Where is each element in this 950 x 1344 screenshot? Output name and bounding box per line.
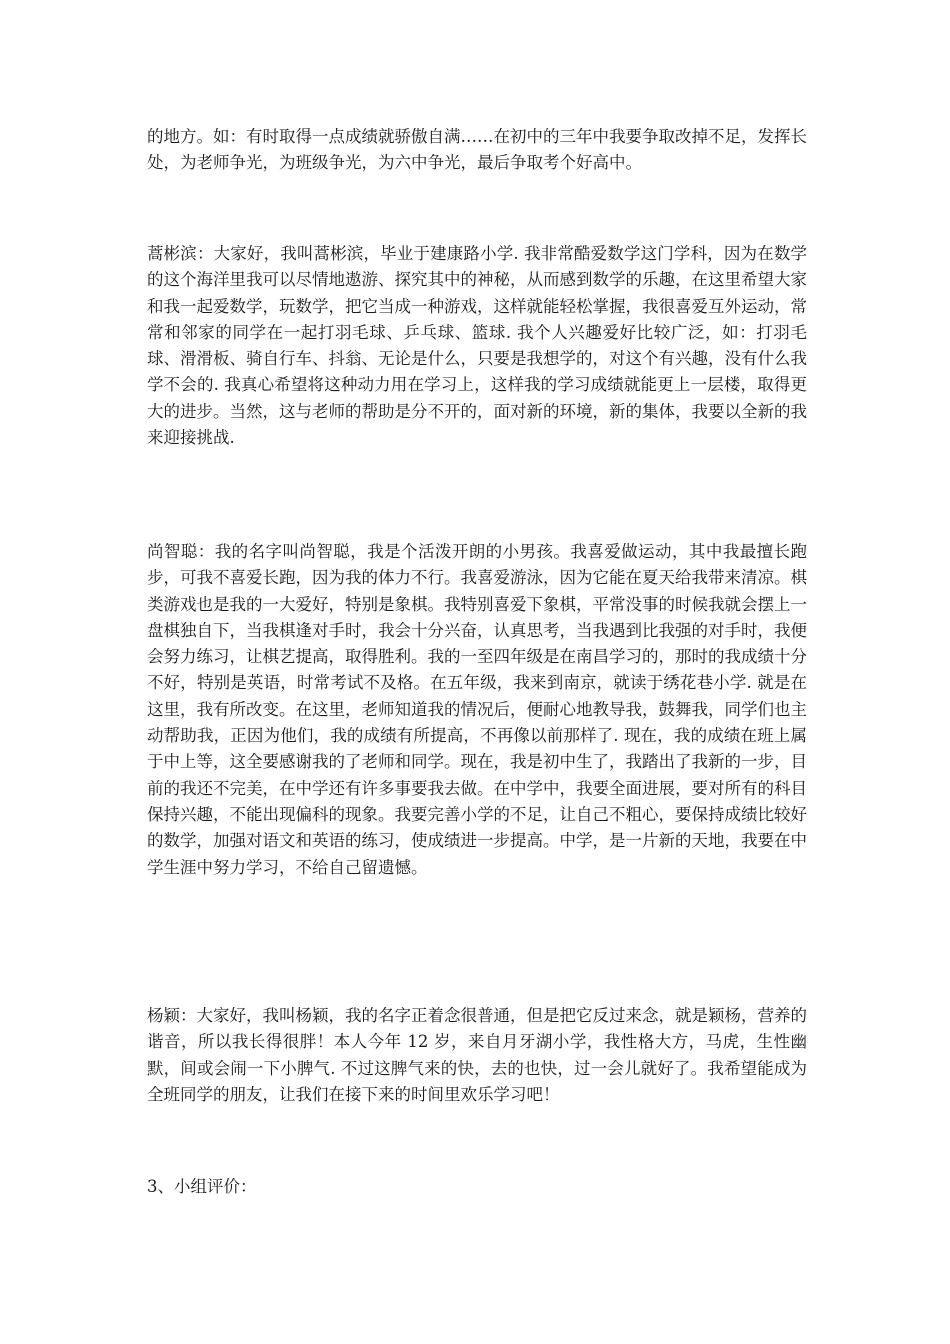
paragraph-continuation: 的地方。如：有时取得一点成绩就骄傲自满……在初中的三年中我要争取改掉不足，发挥长处，为老师争光，为班级争光，为六中争光，最后争取考个好高中。 bbox=[147, 127, 807, 173]
paragraph-self-intro-1: 蒿彬滨：大家好，我叫蒿彬滨，毕业于建康路小学. 我非常酷爱数学这门学科，因为在数学的这个海洋里我可以尽情地遨游、探究其中的神秘，从而感到数学的乐趣，在这里希望大家和我一起爱数学，玩数学，把它当成一种游戏，这样就能轻松掌握，我很喜爱互外运动，常常和邻家的同学在一起打羽毛球、乒乓球、篮球. 我个人兴趣爱好比较广泛，如：打羽毛球、滑滑板、骑自行车、抖翁、无论是什么，只要是我想学的，对这个有兴趣，没有什么我学不会的. 我真心希望将这种动力用在学习上，这样我的学习成绩就能更上一层楼，取得更大的进步。当然，这与老师的帮助是分不开的，面对新的环境，新的集体，我要以全新的我来迎接挑战. bbox=[147, 244, 807, 448]
paragraph-self-intro-3: 杨颖：大家好，我叫杨颖，我的名字正着念很普通，但是把它反过来念，就是颖杨，营养的谐音，所以我长得很胖！本人今年 12 岁，来自月牙湖小学，我性格大方，马虎，生性幽默，间或会闹一下小脾气. 不过这脾气来的快，去的也快，过一会儿就好了。我希望能成为全班同学的朋友，让我们在接下来的时间里欢乐学习吧！ bbox=[147, 1006, 807, 1104]
section-heading-group-evaluation: 3、小组评价： bbox=[147, 1177, 257, 1196]
paragraph-self-intro-2: 尚智聪：我的名字叫尚智聪，我是个活泼开朗的小男孩。我喜爱做运动，其中我最擅长跑步，可我不喜爱长跑，因为我的体力不行。我喜爱游泳，因为它能在夏天给我带来清凉。棋类游戏也是我的一大爱好，特别是象棋。我特别喜爱下象棋，平常没事的时候我就会摆上一盘棋独自下，当我棋逢对手时，我会十分兴奋，认真思考，当我遇到比我强的对手时，我便会努力练习，让棋艺提高，取得胜利。我的一至四年级是在南昌学习的，那时的我成绩十分不好，特别是英语，时常考试不及格。在五年级，我来到南京，就读于绣花巷小学. 就是在这里，我有所改变。在这里，老师知道我的情况后，便耐心地教导我，鼓舞我，同学们也主动帮助我，正因为他们，我的成绩有所提高，不再像以前那样了. 现在，我的成绩在班上属于中上等，这全要感谢我的了老师和同学。现在，我是初中生了，我踏出了我新的一步，目前的我还不完美，在中学还有许多事要我去做。在中学中，我要全面进展，要对所有的科目保持兴趣，不能出现偏科的现象。我要完善小学的不足，让自己不粗心，要保持成绩比较好的数学，加强对语文和英语的练习，使成绩进一步提高。中学，是一片新的天地，我要在中学生涯中努力学习，不给自己留遗憾。 bbox=[147, 542, 807, 877]
